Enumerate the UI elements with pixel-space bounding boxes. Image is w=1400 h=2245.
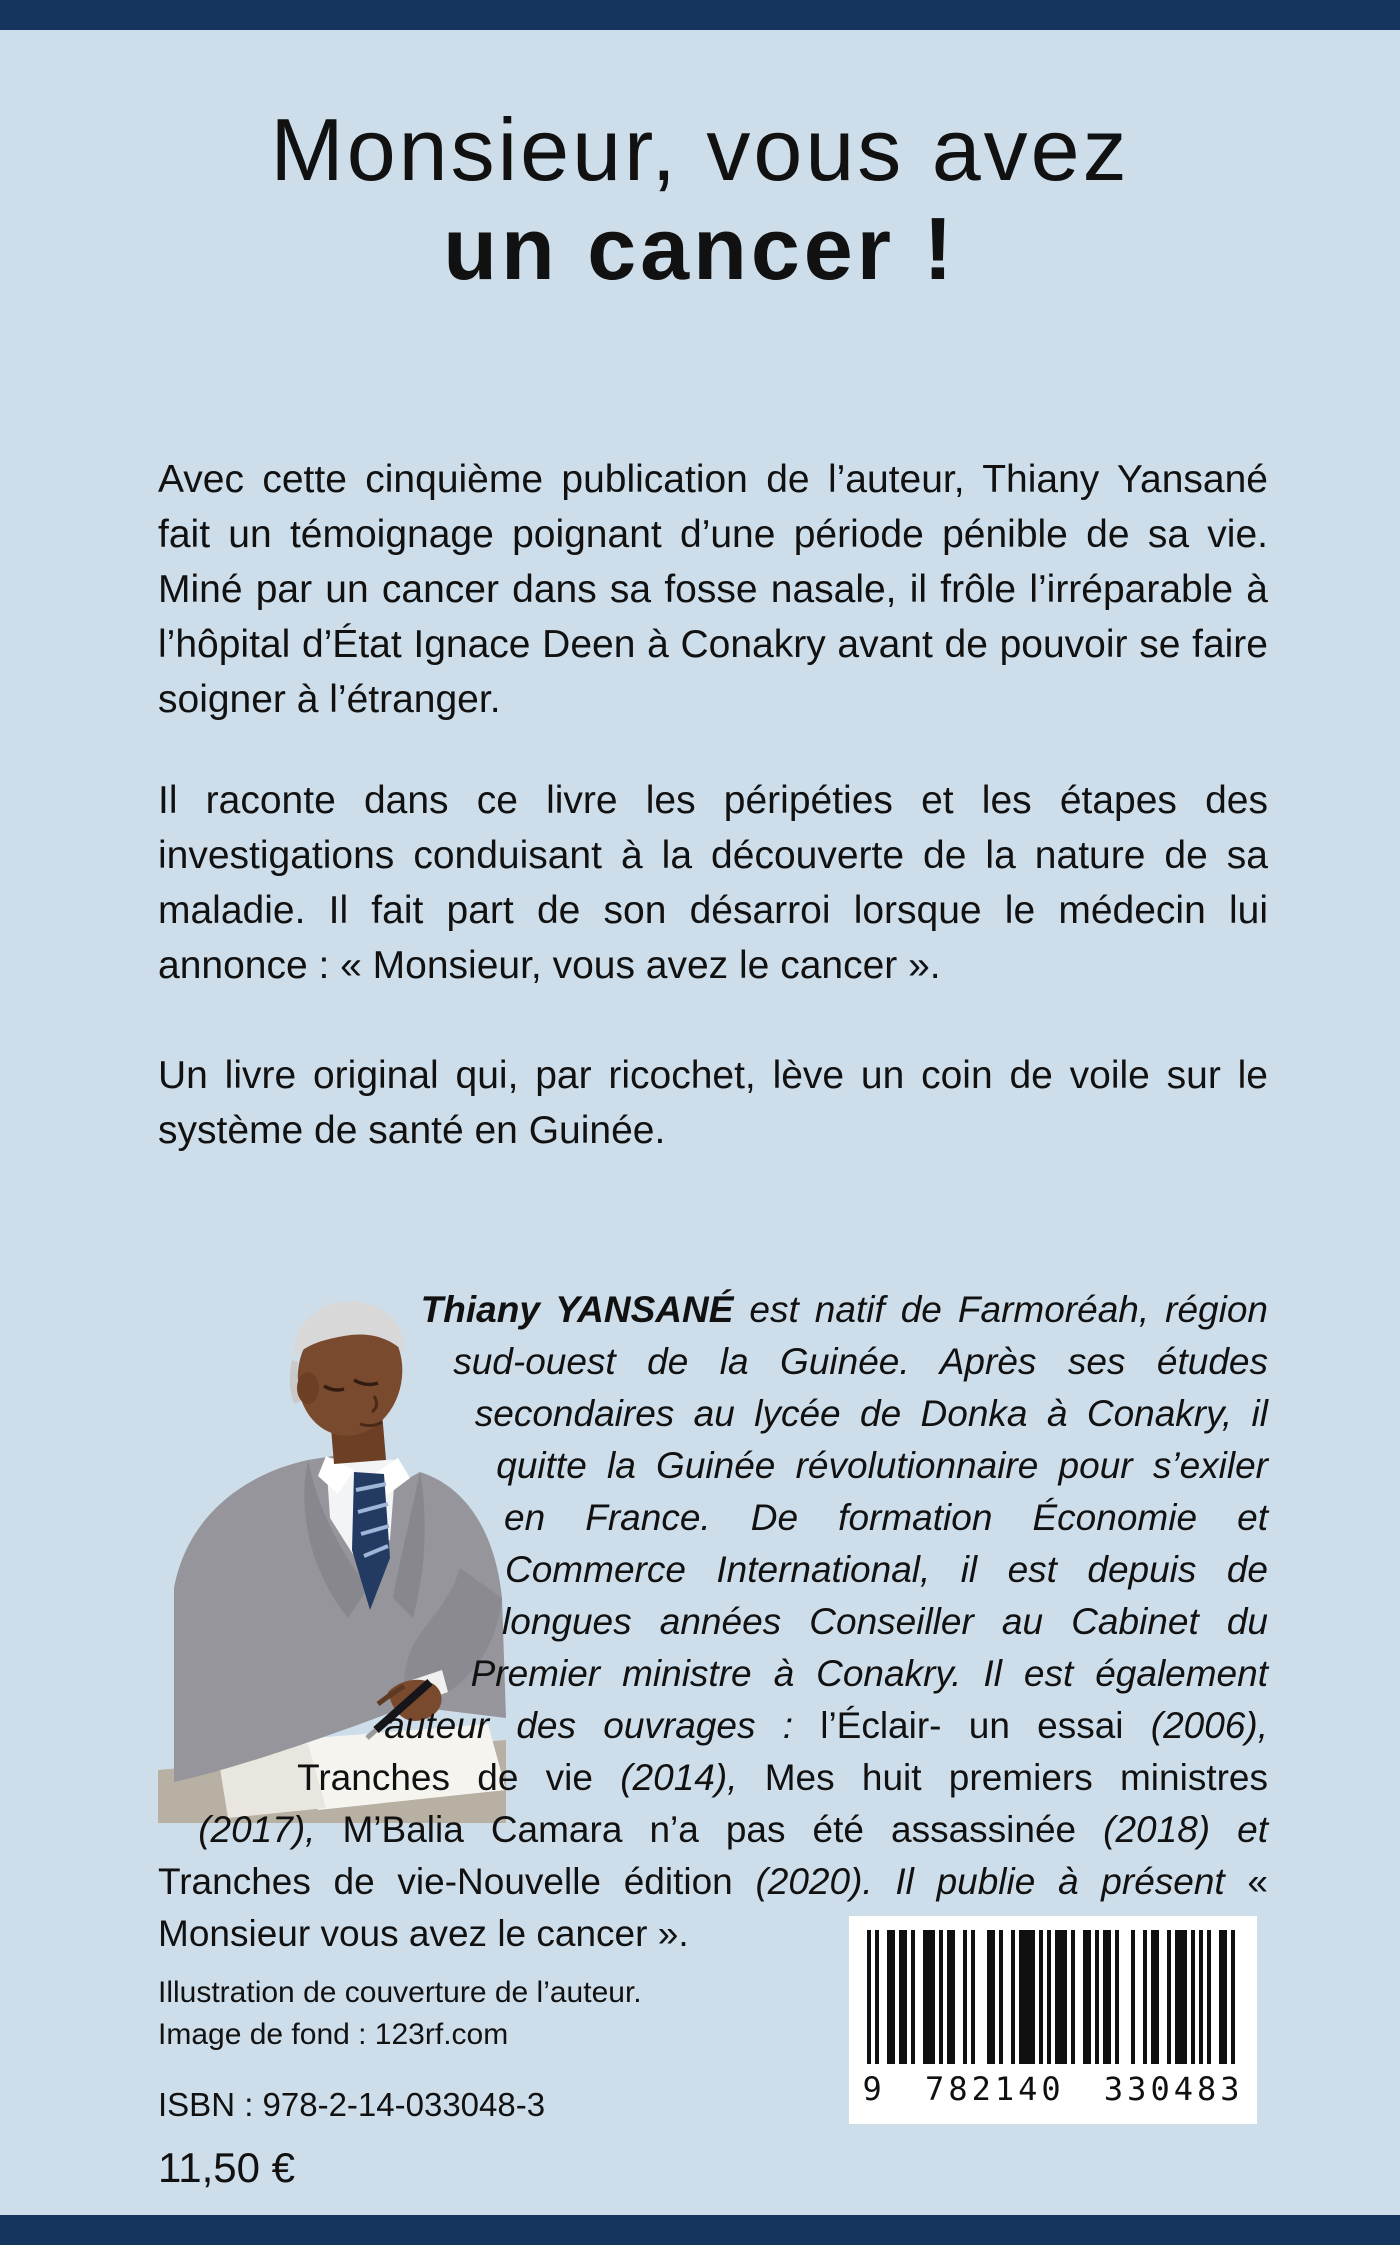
barcode [849, 1916, 1257, 2124]
barcode-bars [867, 1930, 1239, 2064]
author-bio [158, 1284, 1268, 1960]
book-title-line1: Monsieur, vous avez [270, 100, 1130, 199]
synopsis-paragraph-2: Il raconte dans ce livre les péripéties et les étapes des investigations conduisant à la découverte de la nature de sa maladie. Il fait part de son désarroi lorsque le médecin lui annonce : « Monsieur, vous avez le cancer ». [158, 779, 1268, 987]
isbn-text: ISBN : 978-2-14-033048-3 [158, 2086, 546, 2123]
book-title-line2: un cancer ! [443, 199, 957, 298]
cover-credit-illustration: Illustration de couverture de l’auteur. [158, 1976, 642, 2009]
barcode-number: 9 782140 330483 [862, 2070, 1244, 2108]
book-title [0, 100, 1400, 298]
bottom-border-band [0, 2215, 1400, 2245]
synopsis-paragraph-3: Un livre original qui, par ricochet, lève un coin de voile sur le système de santé en Guinée. [158, 1054, 1268, 1152]
synopsis-paragraph-1: Avec cette cinquième publication de l’auteur, Thiany Yansané fait un témoignage poignant d’une période pénible de sa vie. Miné par un cancer dans sa fosse nasale, il frôle l’irréparable à l’hôpital d’État Ignace Deen à Conakry avant de pouvoir se faire soigner à l’étranger. [158, 458, 1268, 721]
cover-credit-background: Image de fond : 123rf.com [158, 2018, 509, 2051]
price-text: 11,50 € [158, 2144, 296, 2191]
top-border-band [0, 0, 1400, 30]
author-bio-text: Thiany YANSANÉ est natif de Farmoréah, région sud-ouest de la Guinée. Après ses études secondaires au lycée de Donka à Conakry, il quitte la Guinée révolutionnaire pour s’exiler en France. De formation Économie et Commerce International, il est depuis de longues années Conseiller au Cabinet du Premier ministre à Conakry. Il est également auteur des ouvrages : l’Éclair- un essai (2006), Tranches de vie (2014), Mes huit premiers ministres (2017), M’Balia Camara n’a pas été assassinée (2018) et Tranches de vie-Nouvelle édition (2020). Il publie à présent « Monsieur vous avez le cancer ». [158, 1289, 1269, 1954]
